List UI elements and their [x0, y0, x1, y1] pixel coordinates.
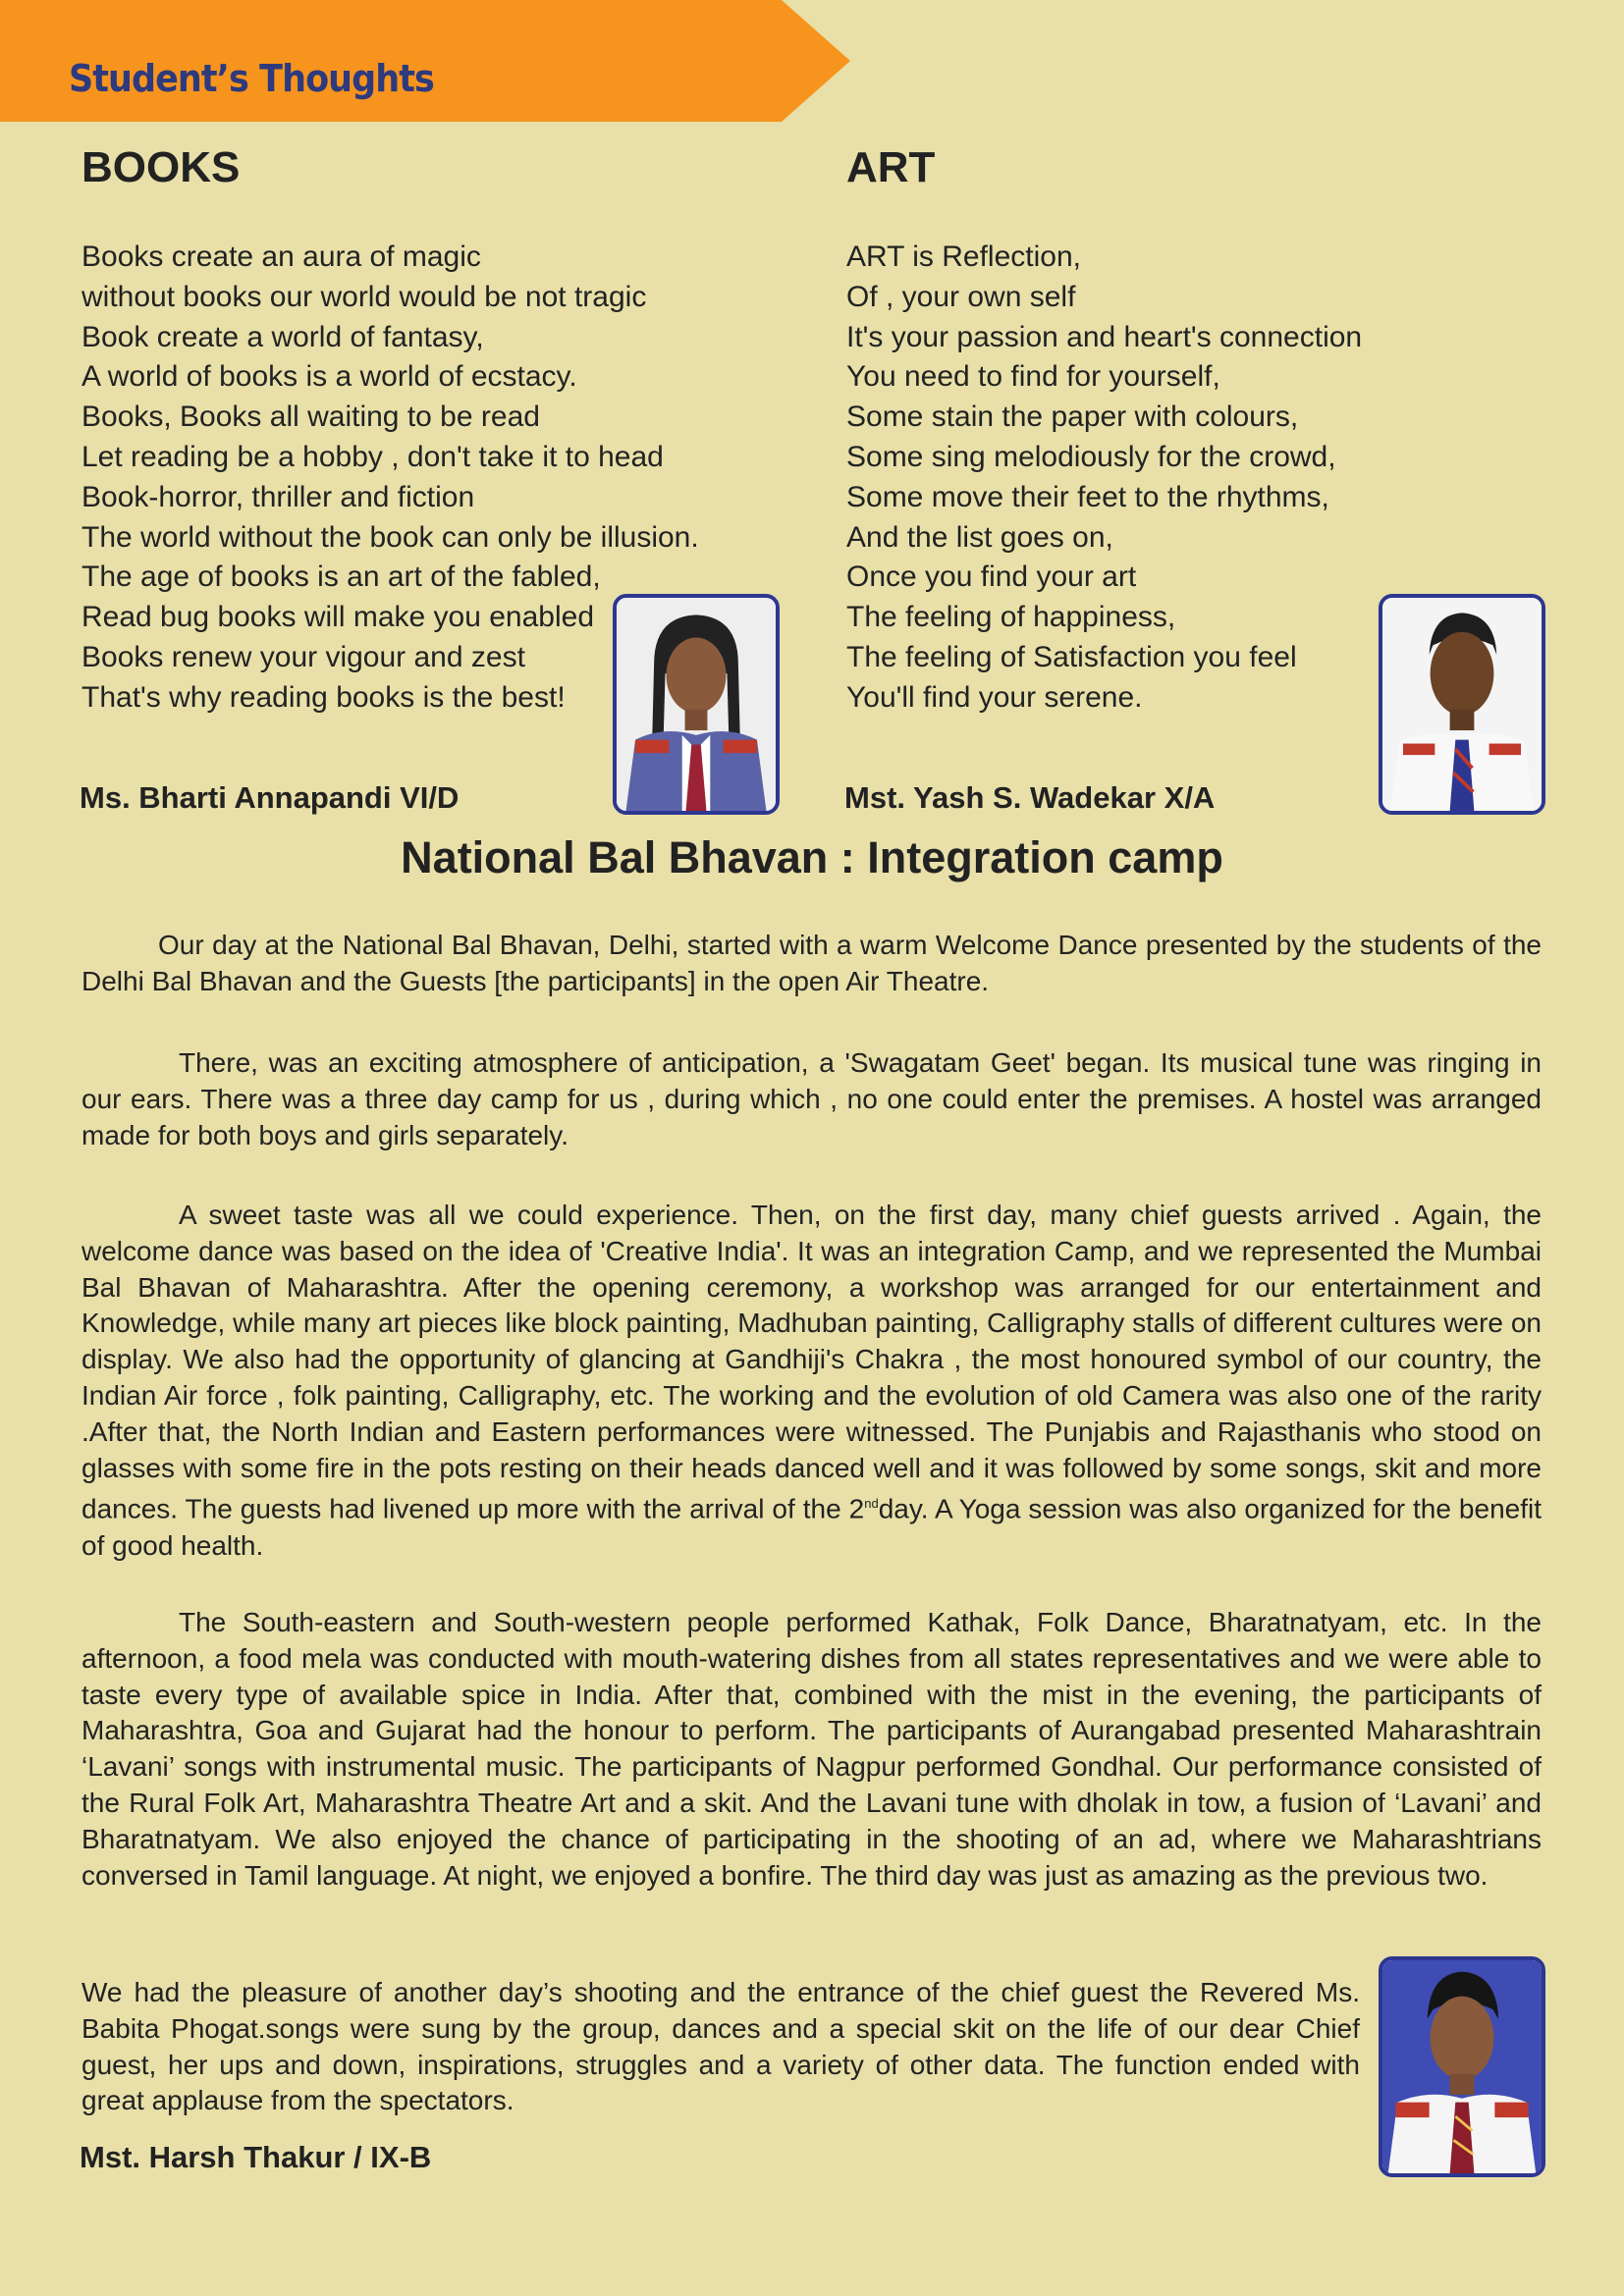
paragraph-text: A sweet taste was all we could experience. Then, on the first day, many chief guests arrived . Again, the welcome dance was based on the idea of 'Creative India'. It was an integration Camp, and we represented the Mumbai Bal Bhavan of Maharashtra. After the opening ceremony, a workshop was arranged for our entertainment and Knowledge, while many art pieces like block painting, Madhuban painting, Calligraphy stalls of different cultures were on display. We also had the opportunity of glancing at Gandhiji's Chakra , the most honoured symbol of our country, the Indian Air force , folk painting, Calligraphy, etc. The working and the evolution of old Camera was also one of the rarity .After that, the North Indian and Eastern performances were witnessed. The Punjabis and Rajasthanis who stood on glasses with some fire in the pots resting on their heads danced well and it was followed by some songs, skit and more dances. The guests had livened up more with the arrival of the 2: [81, 1200, 1542, 1524]
article-paragraph-3: [81, 1198, 1542, 1564]
poem-line: ART is Reflection,: [846, 240, 1081, 273]
article-paragraph-2: There, was an exciting atmosphere of anticipation, a 'Swagatam Geet' began. Its musical tune was ringing in our ears. There was a three day camp for us , during which , no one could enter the premises. A hostel was arranged made for both boys and girls separately.: [81, 1047, 1542, 1150]
paragraph-text: day. A Yoga session was also organized for the benefit of good health.: [81, 1493, 1542, 1561]
student-photo-yash: [1379, 594, 1545, 815]
poem-line: Once you find your art: [846, 561, 1137, 594]
poem-line: Some move their feet to the rhythms,: [846, 480, 1329, 513]
books-author: Ms. Bharti Annapandi VI/D: [80, 780, 460, 815]
poem-line: Book-horror, thriller and fiction: [81, 480, 475, 513]
poem-line: Books, Books all waiting to be read: [81, 400, 540, 434]
ordinal-suffix: nd: [864, 1496, 879, 1512]
poem-line: without books our world would be not tragic: [81, 280, 647, 313]
art-poem: [846, 238, 1362, 719]
student-photo-harsh: [1379, 1956, 1545, 2177]
portrait-image: [1382, 1960, 1542, 2173]
poem-line: Book create a world of fantasy,: [81, 320, 484, 353]
poem-line: Books renew your vigour and zest: [81, 640, 525, 673]
article-title: National Bal Bhavan : Integration camp: [401, 832, 1223, 882]
section-banner: [0, 0, 850, 122]
poem-line: And the list goes on,: [846, 520, 1113, 554]
poem-line: You'll find your serene.: [846, 680, 1143, 714]
poem-line: Of , your own self: [846, 280, 1076, 313]
poem-line: Let reading be a hobby , don't take it to head: [81, 440, 664, 473]
poem-line: You need to find for yourself,: [846, 360, 1220, 394]
poem-line: The age of books is an art of the fabled,: [81, 561, 601, 594]
poem-line: The world without the book can only be illusion.: [81, 520, 699, 554]
student-photo-bharti: [613, 594, 780, 815]
portrait-image: [1382, 598, 1542, 811]
poem-line: That's why reading books is the best!: [81, 680, 566, 714]
poem-line: Some sing melodiously for the crowd,: [846, 440, 1336, 473]
poem-line: Read bug books will make you enabled: [81, 601, 594, 634]
portrait-image: [617, 598, 776, 811]
poem-line: The feeling of Satisfaction you feel: [846, 640, 1297, 673]
article-author: Mst. Harsh Thakur / IX-B: [80, 2140, 432, 2174]
article-paragraph-5: We had the pleasure of another day’s shooting and the entrance of the chief guest the Revered Ms. Babita Phogat.songs were sung by the group, dances and a special skit on the life of our dear Chief guest, her ups and down, inspirations, struggles and a variety of other data. The function ended with great applause from the spectators.: [81, 1977, 1360, 2116]
books-poem: [81, 238, 699, 719]
article-paragraph-1: Our day at the National Bal Bhavan, Delhi, started with a warm Welcome Dance presented by the students of the Delhi Bal Bhavan and the Guests [the participants] in the open Air Theatre.: [81, 930, 1542, 996]
art-author: Mst. Yash S. Wadekar X/A: [844, 780, 1216, 815]
art-title: ART: [846, 143, 936, 191]
poem-line: Some stain the paper with colours,: [846, 400, 1299, 434]
poem-line: The feeling of happiness,: [846, 601, 1176, 634]
poem-line: It's your passion and heart's connection: [846, 320, 1363, 353]
books-title: BOOKS: [81, 143, 241, 191]
poem-line: A world of books is a world of ecstacy.: [81, 360, 577, 394]
article-paragraph-4: The South-eastern and South-western people performed Kathak, Folk Dance, Bharatnatyam, etc. In the afternoon, a food mela was conducted with mouth-watering dishes from all states representatives and we were able to taste every type of available spice in India. After that, combined with the mist in the evening, the participants of Maharashtra, Goa and Gujarat had the honour to perform. The participants of Aurangabad presented Maharashtrain ‘Lavani’ songs with instrumental music. The participants of Nagpur performed Gondhal. Our performance consisted of the Rural Folk Art, Maharashtra Theatre Art and a skit. And the Lavani tune with dholak in tow, a fusion of ‘Lavani’ and Bharatnatyam. We also enjoyed the chance of participating in the shooting of an ad, where we Maharashtrians conversed in Tamil language. At night, we enjoyed a bonfire. The third day was just as amazing as the previous two.: [81, 1607, 1542, 1891]
banner-title: Student’s Thoughts: [69, 57, 434, 100]
poem-line: Books create an aura of magic: [81, 240, 481, 273]
